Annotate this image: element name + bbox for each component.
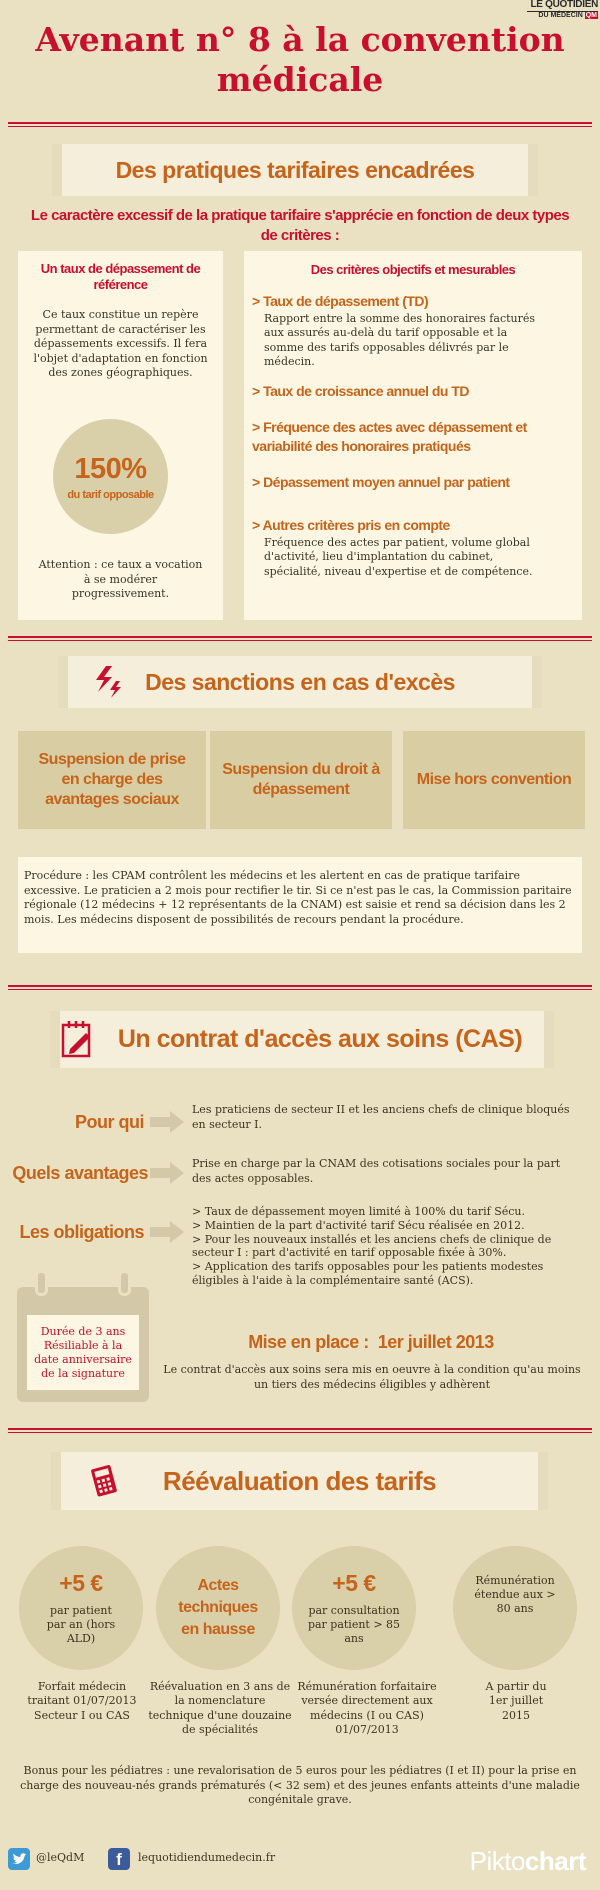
separator — [8, 985, 592, 990]
reeval-caption: Réévaluation en 3 ans de la nomenclature technique d'une douzaine de spécialités — [148, 1680, 292, 1736]
cas-row-text: Prise en charge par la CNAM des cotisations sociales pour la part des actes opposables. — [192, 1157, 561, 1185]
sanction-box — [210, 731, 392, 829]
percent-circle — [53, 419, 168, 534]
criteria-title: > Taux de dépassement (TD) — [252, 293, 429, 309]
left-panel-text: Ce taux constitue un repère permettant de caractériser les dépassements excessifs. Il fera l'objet d'adaptation en fonction des zones géographiques. — [33, 308, 208, 379]
section3-banner — [50, 1011, 554, 1068]
reeval-caption: Forfait médecin traitant 01/07/2013 Secteur I ou CAS — [27, 1680, 137, 1722]
criteria-title: > Taux de croissance annuel du TD — [252, 383, 470, 399]
arrow-icon — [170, 1111, 184, 1133]
criteria-item — [252, 293, 572, 369]
arrow-icon — [170, 1221, 184, 1243]
reeval-circle — [453, 1546, 577, 1670]
sanction-label: Suspension de prise en charge des avantages sociaux — [38, 751, 186, 808]
logo — [527, 0, 598, 22]
percent-label: du tarif opposable — [67, 488, 154, 501]
section4-banner-title: Réévaluation des tarifs — [162, 1465, 437, 1496]
section1-banner — [52, 144, 538, 196]
section1-intro: Le caractère excessif de la pratique tarifaire s'apprécie en fonction de deux types de critères : — [30, 207, 570, 244]
mise-en-place-title: Mise en place : 1er juillet 2013 — [248, 1332, 494, 1352]
criteria-text: Rapport entre la somme des honoraires facturés aux assurés au-delà du tarif opposable et la somme des tarifs opposables délivrés par le médecin. — [264, 312, 536, 368]
piktochart-logo — [470, 1846, 586, 1877]
section1-right-panel — [244, 251, 582, 620]
arrow-icon — [170, 1162, 184, 1184]
separator — [8, 636, 592, 641]
calendar-icon — [17, 1287, 149, 1402]
cas-row-label: Quels avantages — [12, 1163, 148, 1183]
procedure-panel — [18, 857, 582, 953]
criteria-item — [252, 517, 572, 579]
criteria-text: Fréquence des actes par patient, volume global d'activité, lieu d'implantation du cabinet, spécialité, niveau d'expertise et de compétence. — [264, 536, 533, 578]
section1-banner-title: Des pratiques tarifaires encadrées — [115, 156, 475, 183]
criteria-title: > Dépassement moyen annuel par patient — [252, 474, 510, 490]
reeval-circle — [156, 1546, 280, 1670]
separator — [8, 122, 592, 127]
left-panel-heading: Un taux de dépassement de référence — [40, 261, 201, 292]
cas-row-text: Les praticiens de secteur II et les anciens chefs de clinique bloqués en secteur I. — [192, 1103, 570, 1131]
facebook-icon[interactable]: f — [108, 1848, 130, 1870]
calendar-ring — [118, 1270, 131, 1296]
reeval-circle — [19, 1546, 143, 1670]
left-panel-note: Attention : ce taux a vocation à se modérer progressivement. — [38, 558, 203, 600]
reeval-big: +5 € — [332, 1570, 376, 1596]
reeval-caption: Rémunération forfaitaire versée directement aux médecins (I ou CAS) 01/07/2013 — [297, 1680, 437, 1736]
section3-banner-title: Un contrat d'accès aux soins (CAS) — [117, 1025, 523, 1053]
logo-line1: LE QUOTIDIEN — [530, 0, 598, 10]
reeval-big: Actes techniques en hausse — [178, 1577, 258, 1638]
reeval-small: Rémunération étendue aux > 80 ans — [474, 1574, 556, 1615]
sanction-box — [18, 731, 206, 829]
criteria-title: > Autres critères pris en compte — [252, 517, 450, 533]
page-title-line2: médicale — [216, 60, 384, 99]
section2-banner — [58, 656, 542, 708]
calendar-text: Durée de 3 ans Résiliable à la date anniversaire de la signature — [27, 1315, 139, 1390]
logo-line2-text: DU MÉDECIN — [538, 12, 583, 19]
page-title-line1: Avenant n° 8 à la convention — [35, 20, 565, 59]
reeval-caption: A partir du 1er juillet 2015 — [485, 1680, 547, 1722]
contract-icon — [60, 1019, 94, 1059]
footer — [0, 1842, 600, 1890]
calendar-ring — [35, 1270, 48, 1296]
procedure-text: Procédure : les CPAM contrôlent les médecins et les alertent en cas de pratique tarifaire excessive. Le praticien a 2 mois pour rectifier le tir. Si ce n'est pas le cas, la Commission paritaire régionale (12 médecins + 12 représentants de la CNAM) est saisie et rend sa décision dans les 2 mois. Les médecins disposent de possibilités de recours pendant la procédure. — [24, 869, 572, 926]
lightning-icon — [92, 665, 124, 699]
facebook-link[interactable]: lequotidiendumedecin.fr — [138, 1851, 276, 1864]
twitter-handle[interactable]: @leQdM — [36, 1851, 85, 1864]
piktochart-b: chart — [524, 1846, 586, 1876]
sanction-label: Suspension du droit à dépassement — [222, 761, 380, 798]
separator — [8, 1428, 592, 1433]
cas-row-label: Les obligations — [19, 1222, 144, 1242]
page-title — [0, 20, 600, 100]
calculator-icon — [87, 1464, 119, 1498]
criteria-title: > Fréquence des actes avec dépassement et variabilité des honoraires pratiqués — [252, 419, 527, 454]
logo-badge: QM — [585, 12, 597, 19]
percent-value: 150% — [74, 452, 147, 485]
reeval-big: +5 € — [59, 1570, 103, 1596]
reeval-small: par consultation par patient > 85 ans — [307, 1604, 401, 1645]
cas-row-text: > Taux de dépassement moyen limité à 100% du tarif Sécu. > Maintien de la part d'activité tarif Sécu réalisée en 2012. > Pour les nouveaux installés et les anciens chefs de clinique de secteur I : part d'activité en tarif opposable fixée à 30%. > Application des tarifs opposables pour les patients modestes éligibles à l'aide à la complémentaire santé (ACS). — [192, 1205, 552, 1287]
reeval-circle — [292, 1546, 416, 1670]
bonus-text: Bonus pour les pédiatres : une revalorisation de 5 euros pour les pédiatres (I et II) pour la prise en charge des nouveau-nés grands prématurés (< 32 sem) et des jeunes enfants atteints d'une maladie congénitale grave. — [20, 1764, 580, 1806]
cas-row-label: Pour qui — [75, 1112, 144, 1132]
sanction-box — [403, 731, 585, 829]
section1-left-panel — [18, 251, 223, 620]
section4-banner — [51, 1452, 548, 1510]
right-panel-heading: Des critères objectifs et mesurables — [310, 262, 516, 277]
twitter-icon[interactable] — [8, 1848, 30, 1870]
logo-line2 — [527, 11, 598, 19]
section2-banner-title: Des sanctions en cas d'excès — [145, 668, 455, 695]
mise-en-place-text: Le contrat d'accès aux soins sera mis en oeuvre à la condition qu'au moins un tiers des médecins éligibles y adhèrent — [163, 1363, 581, 1391]
sanction-label: Mise hors convention — [416, 771, 572, 788]
piktochart-a: Pikto — [469, 1846, 525, 1876]
reeval-small: par patient par an (hors ALD) — [46, 1604, 116, 1645]
